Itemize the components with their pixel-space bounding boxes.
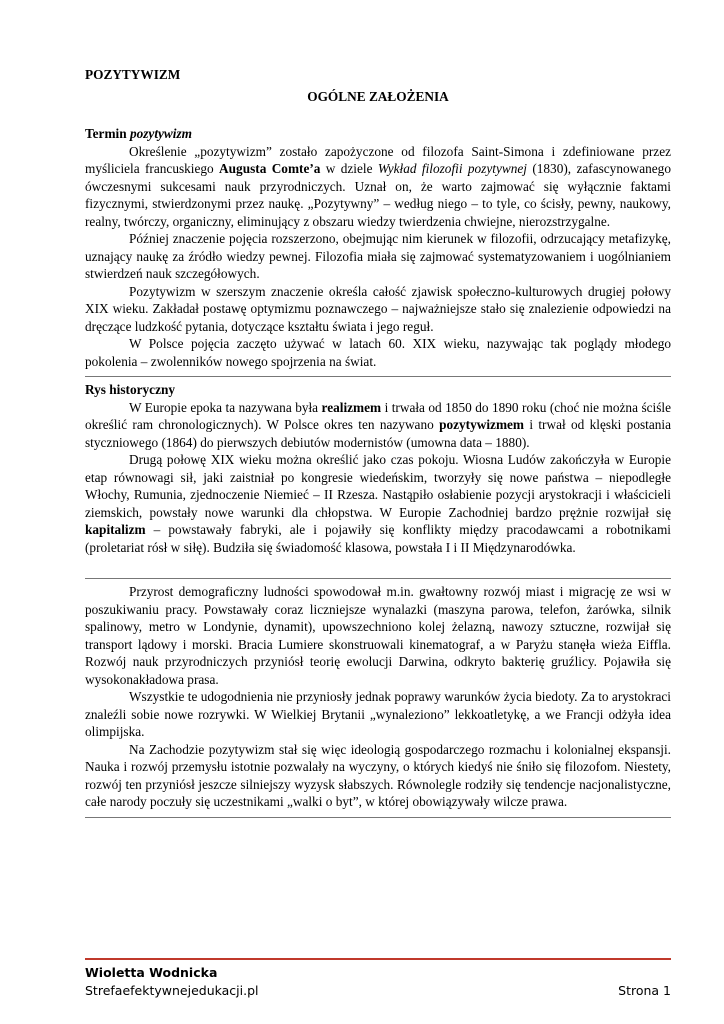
text-run: Określenie „pozytywizm” zostało zapożyczone od filozofa Saint-Simona i zdefiniowane przez myśliciela francuskiego — [85, 143, 671, 176]
bold-run: realizmem — [321, 399, 382, 415]
bold-run: kapitalizm — [85, 522, 146, 537]
document-page — [85, 66, 671, 822]
bold-run: Augusta Comte’a — [219, 161, 321, 176]
text-run: (1830), zafascynowanego ówczesnymi sukcesami nauk przyrodniczych. Uznał on, że warto zajmować się wyłącznie faktami fizycznymi, stwierdzonymi przez naukę. „Pozytywny” – według niego – to tyle, co ścisły, pewny, naukowy, realny, twórczy, organiczny, eliminujący z obszaru wiedzy twierdzenia chwiejne, nierozstrzygalne. — [85, 161, 671, 229]
paragraph — [85, 451, 671, 556]
text-run: i trwał od klęski postania styczniowego (1864) do pierwszych debiutów modernistów (umowna data – 1880). — [85, 417, 671, 450]
spacer — [85, 556, 671, 572]
paragraph — [85, 143, 671, 231]
paragraph: W Polsce pojęcia zaczęto używać w latach 60. XIX wieku, nazywając tak poglądy młodego pokolenia – zwolenników nowego spojrzenia na świat. — [85, 336, 671, 369]
text-run: i trwała od 1850 do 1890 roku (choć nie można ściśle określić ram chronologicznych). W Polsce okres ten nazywano — [85, 399, 671, 432]
paragraph — [85, 399, 671, 452]
paragraph: Na Zachodzie pozytywizm stał się więc ideologią gospodarczego rozmachu i kolonialnej ekspansji. Nauka i rozwój przemysłu istotnie pozwalały na wyczyny, o których kiedyś nie śniło się filozofom. Niestety, rozwój ten przyniósł jeszcze silniejszy wyzysk słabszych. Równolegle rodziły się tendencje nacjonalistyczne, całe narody poczuły się uczestnikami „walki o byt”, w której obowiązywały wilcze prawa. — [85, 741, 671, 809]
document-subtitle: OGÓLNE ZAŁOŻENIA — [307, 88, 449, 104]
page-number: Strona 1 — [618, 983, 671, 998]
divider — [85, 376, 671, 377]
text-run: Drugą połowę XIX wieku można określić jako czas pokoju. Wiosna Ludów zakończyła w Europie etap równowagi sił, jaki zaistniał po kongresie wiedeńskim, tworzyły się nowe państwa – niepodległe Włochy, Rumunia, zjednoczenie Niemieć – II Rzesza. Nastąpiło osłabienie pozycji arystokracji i właścicieli ziemskich, powstały nowe warunki dla chłopstwa. W Europie Zachodniej bardzo prężnie rozwijał się — [85, 452, 671, 520]
divider — [85, 578, 671, 579]
site-link[interactable]: Strefaefektywnejedukacji.pl — [85, 983, 259, 998]
section-heading-rys: Rys historyczny — [85, 382, 176, 397]
paragraph: Pozytywizm w szerszym znaczenie określa całość zjawisk społeczno-kulturowych drugiej połowy XIX wieku. Zakładał postawę optymizmu poznawczego – najważniejsze stało się znalezienie odpowiedzi na dręczące ludzkość pytania, dotyczące kształtu świata i jego reguł. — [85, 283, 671, 334]
document-title: POZYTYWIZM — [85, 67, 181, 82]
paragraph: Później znaczenie pojęcia rozszerzono, obejmując nim kierunek w filozofii, odrzucający metafizykę, uznający naukę za źródło wiedzy pewnej. Filozofia miała się zajmować systematyzowaniem i uogólnianiem stwierdzeń nauk szczegółowych. — [85, 231, 671, 281]
page-footer — [85, 958, 671, 1000]
bold-run: pozytywizmem — [439, 417, 525, 432]
section-heading-termin — [85, 125, 671, 143]
footer-row — [85, 982, 671, 1000]
heading-italic: pozytywizm — [129, 126, 193, 141]
author-name: Wioletta Wodnicka — [85, 965, 218, 980]
paragraph: Wszystkie te udogodnienia nie przyniosły jednak poprawy warunków życia biedoty. Za to arystokraci znaleźli sobie nowe rozrywki. W Wielkiej Brytanii „wynaleziono” lekkoatletykę, a we Francji odżyła idea olimpijska. — [85, 689, 671, 739]
heading-prefix: Termin — [85, 126, 127, 141]
text-run: W Europie epoka ta nazywana była — [129, 399, 322, 415]
divider — [85, 817, 671, 818]
text-run: – powstawały fabryki, ale i pojawiły się konflikty między pracodawcami a robotnikami (proletariat rósł w siłę). Budziła się świadomość klasowa, powstała I i II Międzynarodówka. — [85, 522, 671, 555]
paragraph: Przyrost demograficzny ludności spowodował m.in. gwałtowny rozwój miast i migrację ze wsi w poszukiwaniu pracy. Powstawały coraz liczniejsze wynalazki (maszyna parowa, telefon, żarówka, silnik spalinowy, metro w Londynie, dynamit), upowszechniono kolej żelazną, nawozy sztuczne, rozwijał się transport lądowy i morski. Bracia Lumiere skonstruowali kinematograf, a w Paryżu stanęła wieża Eiffla. Rozwój nauk przyrodniczych przyniósł teorię ewolucji Darwina, odkryto bakterię gruźlicy. Pojawiła się wysokonakładowa prasa. — [85, 584, 671, 687]
italic-run: Wykład filozofii pozytywnej — [377, 161, 527, 176]
text-run: w dziele — [320, 161, 378, 176]
